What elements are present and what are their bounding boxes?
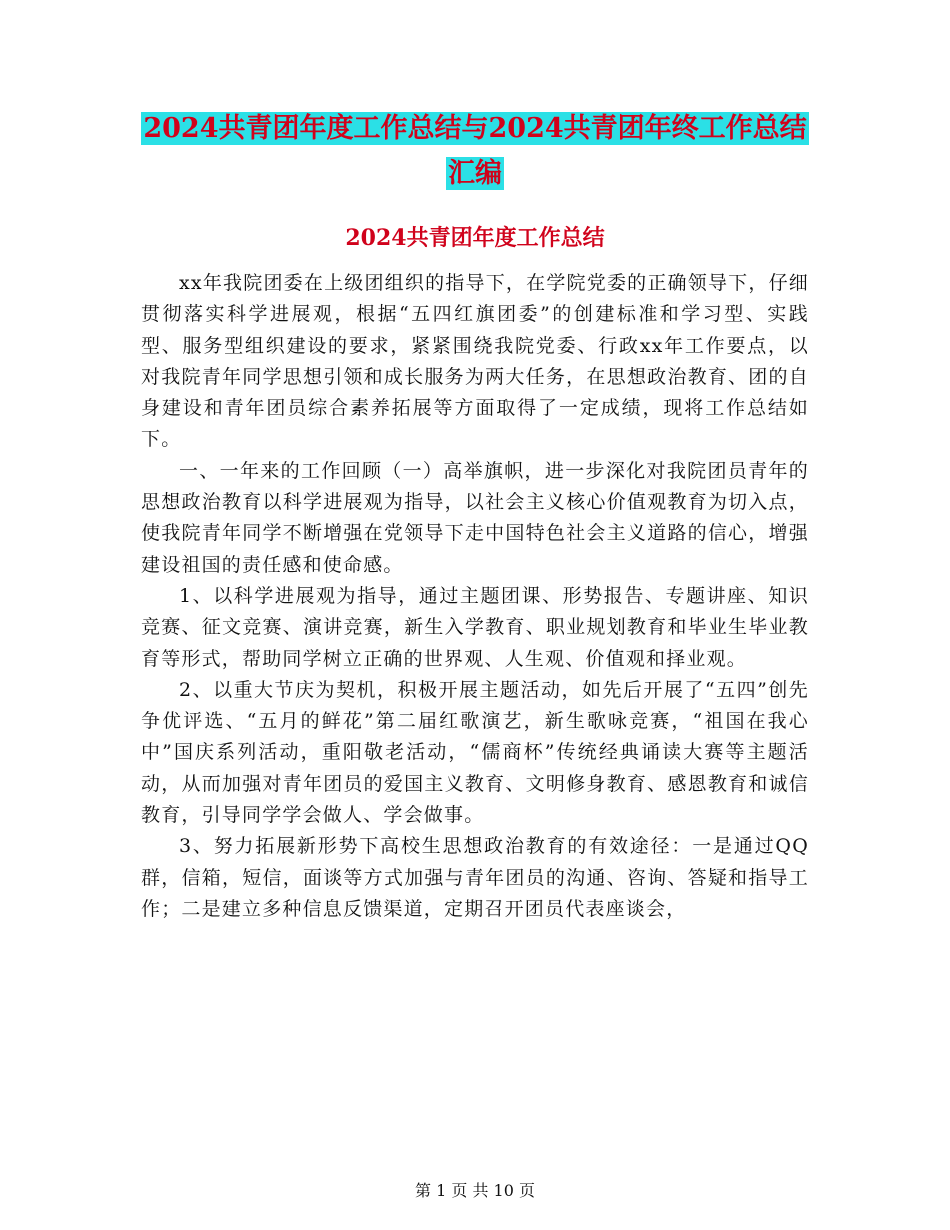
document-title-text-2: 汇编	[448, 158, 502, 189]
paragraph-item-3: 3、努力拓展新形势下高校生思想政治教育的有效途径：一是通过QQ群，信箱，短信，面谈等方式加强与青年团员的沟通、咨询、答疑和指导工作；二是建立多种信息反馈渠道，定期召开团员代表座谈会，	[141, 835, 809, 920]
paragraph-item-2: 2、以重大节庆为契机，积极开展主题活动，如先后开展了“五四”创先争优评选、“五月的鲜花”第二届红歌演艺，新生歌咏竞赛，“祖国在我心中”国庆系列活动，重阳敬老活动，“儒商杯”传统经典诵读大赛等主题活动，从而加强对青年团员的爱国主义教育、文明修身教育、感恩教育和诚信教育，引导同学学会做人、学会做事。	[141, 678, 809, 827]
document-title-text-1: 2024共青团年度工作总结与2024共青团年终工作总结	[143, 113, 807, 144]
paragraph-item-1: 1、以科学进展观为指导，通过主题团课、形势报告、专题讲座、知识竞赛、征文竞赛、演讲竞赛，新生入学教育、职业规划教育和毕业生毕业教育等形式，帮助同学树立正确的世界观、人生观、价值观和择业观。	[141, 584, 809, 670]
paragraph-intro: xx年我院团委在上级团组织的指导下，在学院党委的正确领导下，仔细贯彻落实科学进展观，根据“五四红旗团委”的创建标准和学习型、实践型、服务型组织建设的要求，紧紧围绕我院党委、行政xx年工作要点，以对我院青年同学思想引领和成长服务为两大任务，在思想政治教育、团的自身建设和青年团员综合素养拓展等方面取得了一定成绩，现将工作总结如下。	[141, 272, 809, 451]
document-body	[141, 268, 809, 925]
document-title-line-1	[0, 112, 950, 146]
paragraph-review: 一、一年来的工作回顾（一）高举旗帜，进一步深化对我院团员青年的思想政治教育以科学进展观为指导，以社会主义核心价值观教育为切入点，使我院青年同学不断增强在党领导下走中国特色社会主义道路的信心，增强建设祖国的责任感和使命感。	[141, 459, 809, 576]
section-heading: 2024共青团年度工作总结	[345, 225, 605, 251]
page-footer: 第 1 页 共 10 页	[415, 1181, 535, 1200]
document-title-line-2	[0, 157, 950, 191]
